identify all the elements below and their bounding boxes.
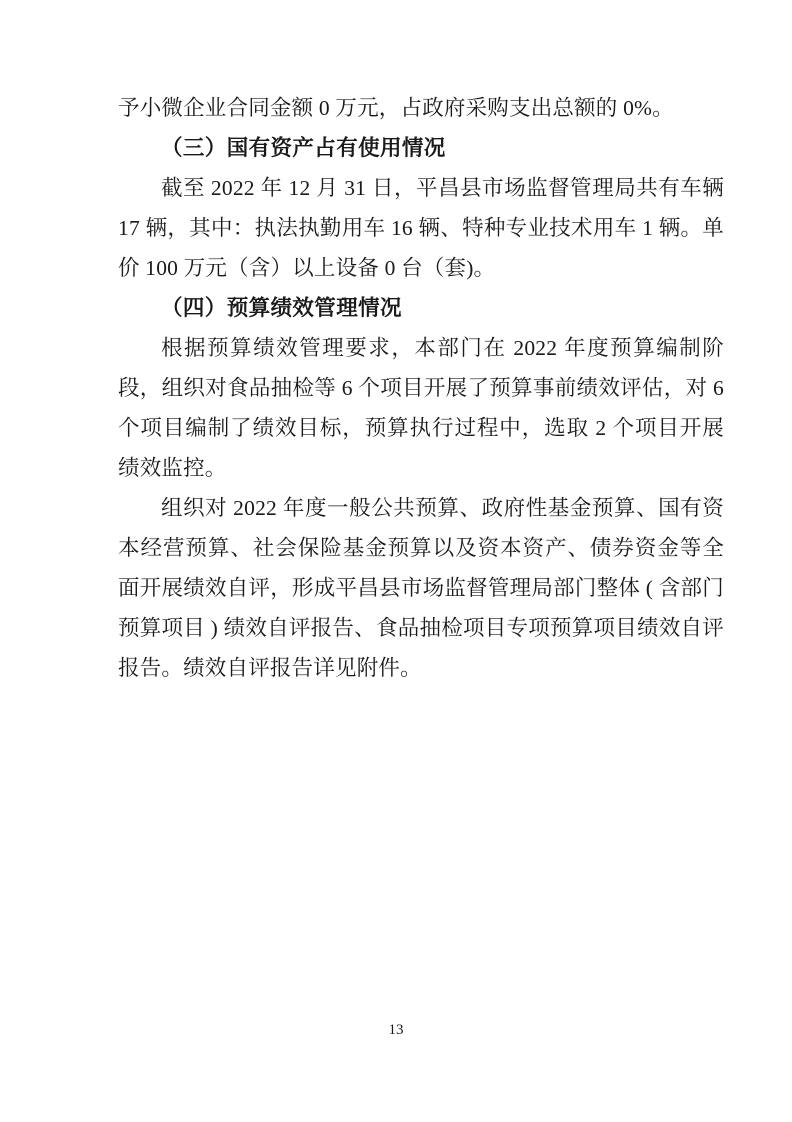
paragraph-state-assets: 截至 2022 年 12 月 31 日，平昌县市场监督管理局共有车辆 17 辆，其中：执法执勤用车 16 辆、特种专业技术用车 1 辆。单价 100 万元（含）以上设备 0 台（套)。: [118, 176, 724, 280]
page-number: 13: [388, 1022, 404, 1038]
section-heading-four: （四）预算绩效管理情况: [161, 296, 402, 320]
section-heading-three: （三）国有资产占有使用情况: [161, 136, 446, 160]
paragraph-performance-one: 根据预算绩效管理要求，本部门在 2022 年度预算编制阶段，组织对食品抽检等 6 个项目开展了预算事前绩效评估，对 6 个项目编制了绩效目标，预算执行过程中，选取 2 个项目开展绩效监控。: [118, 336, 724, 480]
paragraph-performance-two: 组织对 2022 年度一般公共预算、政府性基金预算、国有资本经营预算、社会保险基金预算以及资本资产、债券资金等全面开展绩效自评，形成平昌县市场监督管理局部门整体 ( 含部门预算项目 ) 绩效自评报告、食品抽检项目专项预算项目绩效自评报告。绩效自评报告详见附件。: [118, 496, 724, 680]
document-body: [118, 88, 724, 688]
paragraph-continued: 予小微企业合同金额 0 万元，占政府采购支出总额的 0%。: [118, 96, 674, 120]
